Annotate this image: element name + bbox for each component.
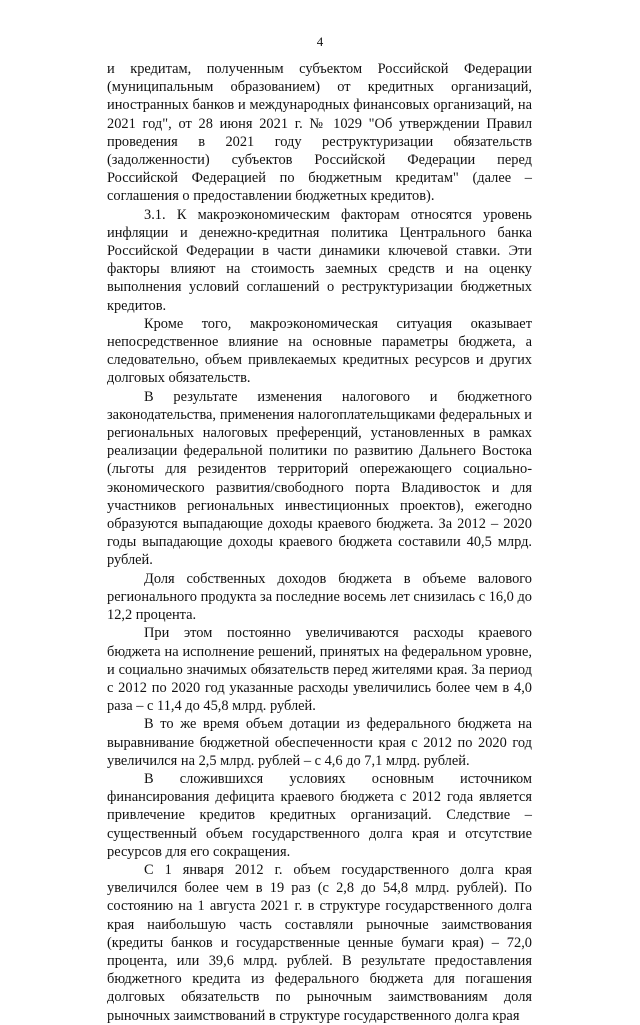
paragraph: В результате изменения налогового и бюджетного законодательства, применения налогоплательщиками федеральных и региональных налоговых преференций, установленных в рамках реализации федеральной политики по развитию Дальнего Востока (льготы для резидентов территорий опережающего социально-экономического развития/свободного порта Владивосток и для участников региональных инвестиционных проектов), ежегодно образуются выпадающие доходы краевого бюджета. За 2012 – 2020 годы выпадающие доходы краевого бюджета составили 40,5 млрд. рублей. <box>107 388 532 569</box>
document-body <box>107 60 532 1025</box>
paragraph: В сложившихся условиях основным источником финансирования дефицита краевого бюджета с 2012 года является привлечение кредитов кредитных организаций. Следствие – существенный объем государственного долга края и отсутствие ресурсов для его сокращения. <box>107 770 532 860</box>
paragraph: При этом постоянно увеличиваются расходы краевого бюджета на исполнение решений, принятых на федеральном уровне, и социально значимых обязательств перед жителями края. За период с 2012 по 2020 год указанные расходы увеличились более чем в 4,0 раза – с 11,4 до 45,8 млрд. рублей. <box>107 625 532 715</box>
paragraph: 3.1. К макроэкономическим факторам относятся уровень инфляции и денежно-кредитная политика Центрального банка Российской Федерации в части динамики ключевой ставки. Эти факторы влияют на стоимость заемных средств и на оценку выполнения условий соглашений о реструктуризации бюджетных кредитов. <box>107 206 532 314</box>
page-number: 4 <box>316 34 324 49</box>
paragraph: и кредитам, полученным субъектом Российской Федерации (муниципальным образованием) от кредитных организаций, иностранных банков и международных финансовых организаций, на 2021 год", от 28 июня 2021 г. № 1029 "Об утверждении Правил проведения в 2021 году реструктуризации обязательств (задолженности) субъектов Российской Федерации перед Российской Федерацией по бюджетным кредитам" (далее – соглашения о предоставлении бюджетных кредитов). <box>107 61 532 205</box>
paragraph: Кроме того, макроэкономическая ситуация оказывает непосредственное влияние на основные параметры бюджета, а следовательно, объем привлекаемых кредитных ресурсов и других долговых обязательств. <box>107 315 532 387</box>
paragraph: Доля собственных доходов бюджета в объеме валового регионального продукта за последние восемь лет снизилась с 16,0 до 12,2 процента. <box>107 570 532 624</box>
paragraph: В то же время объем дотации из федерального бюджета на выравнивание бюджетной обеспеченности края с 2012 по 2020 год увеличился на 2,5 млрд. рублей – с 4,6 до 7,1 млрд. рублей. <box>107 716 532 769</box>
paragraph: С 1 января 2012 г. объем государственного долга края увеличился более чем в 19 раз (с 2,8 до 54,8 млрд. рублей). По состоянию на 1 августа 2021 г. в структуре государственного долга края наибольшую часть составляли рыночные заимствования (кредиты банков и государственные ценные бумаги края) – 72,0 процента, или 39,6 млрд. рублей. В результате предоставления бюджетного кредита из федерального бюджета для погашения долговых обязательств по рыночным заимствованиям доля рыночных заимствований в структуре государственного долга края <box>107 861 532 1024</box>
